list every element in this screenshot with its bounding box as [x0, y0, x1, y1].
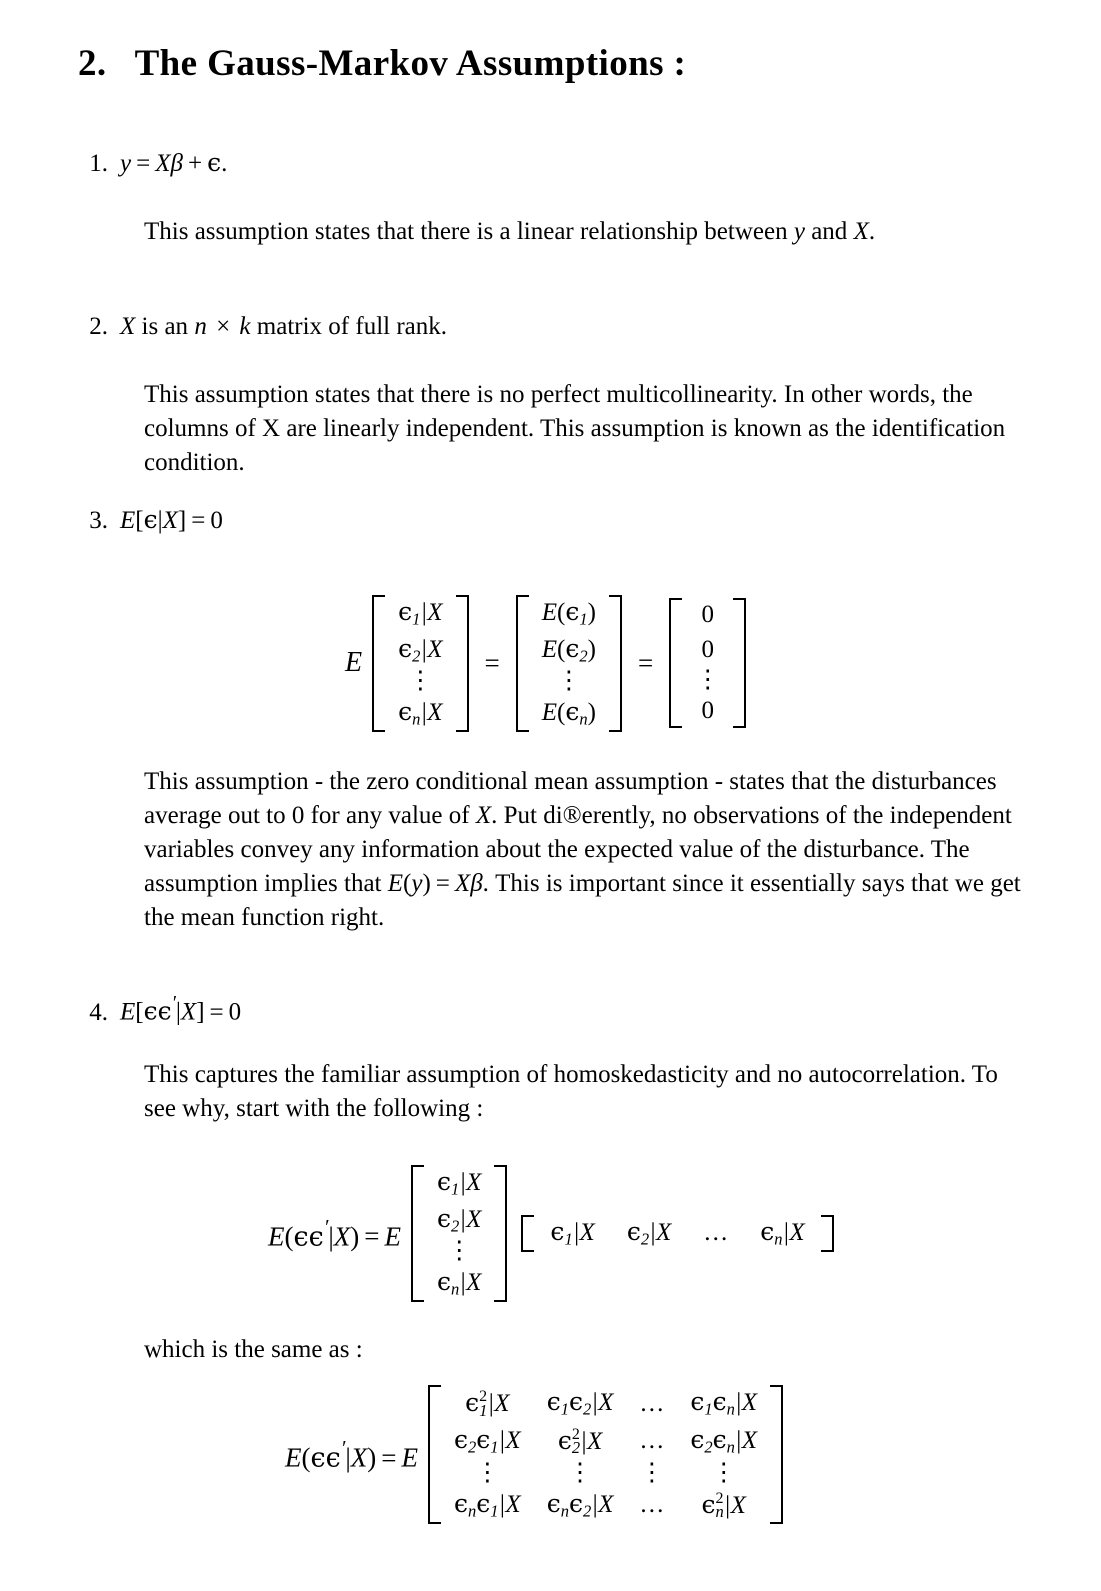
assumption-1-statement: [78, 148, 1038, 178]
matrix-cell-vdots: [385, 668, 455, 695]
expectation-operator: E: [345, 647, 363, 679]
matrix-cell: $E(\epsilon_n)$: [541, 696, 596, 729]
assumption-item-2: [78, 313, 1038, 341]
matrix-cell: 0: [701, 696, 714, 724]
assumption-1-formula: y = Xβ + ϵ.: [120, 148, 228, 177]
page-title-number: 2.: [78, 43, 107, 84]
matrix-cell: $\epsilon_2\epsilon_n|X$: [690, 1425, 758, 1457]
page-title: [78, 42, 686, 85]
bracket-left: [428, 1385, 441, 1524]
outer-product-lhs: E(ϵϵ′|X) = E: [268, 1214, 401, 1253]
assumption-3-paragraph: This assumption - the zero conditional mean assumption - states that the disturbances average out to 0 for any value of X. Put di®erently, no observations of the independent variables convey any information about the expected value of the disturbance. The assumption implies that E(y) = Xβ. This is important since it essentially says that we get the mean function right.: [144, 768, 1021, 931]
matrix-cell-ldots: [626, 1385, 677, 1423]
page-title-text: The Gauss-Markov Assumptions :: [134, 43, 687, 84]
covariance-matrix-grid: [428, 1385, 783, 1524]
bracket-left: [411, 1165, 424, 1302]
matrix-cell-vdots: [424, 1238, 494, 1265]
assumption-item-4: [78, 993, 1038, 1027]
matrix-row: [441, 1385, 770, 1423]
matrix-cell: $E(\epsilon_2)$: [541, 633, 596, 666]
bracket-right: [733, 598, 746, 728]
matrix-cell-vdots: [529, 668, 609, 695]
matrix-cell: 0: [701, 601, 714, 629]
matrix-cell: $E(\epsilon_1)$: [541, 597, 596, 629]
bracket-left: [669, 598, 682, 728]
epsilon-column-vector: [411, 1165, 507, 1302]
matrix-cell: $\epsilon_n\epsilon_2|X$: [546, 1489, 614, 1521]
bracket-left: [516, 595, 529, 732]
assumption-3-number: 3.: [89, 507, 108, 534]
matrix-cell: $\epsilon_2|X$: [626, 1216, 672, 1249]
matrix-cell: $\epsilon_1|X$: [437, 1167, 482, 1199]
matrix-cell-ldots: [687, 1215, 744, 1252]
assumption-4-followup: which is the same as :: [144, 1336, 363, 1363]
bracket-left: [372, 595, 385, 732]
assumption-2-statement: [78, 313, 1038, 341]
assumption-1-paragraph: This assumption states that there is a linear relationship between y and X.: [144, 218, 876, 245]
assumption-3-formula: E[ϵ|X] = 0: [120, 505, 223, 534]
covariance-matrix-lhs: E(ϵϵ′|X) = E: [285, 1435, 418, 1474]
equation-zero-conditional-mean: [345, 595, 746, 732]
assumption-item-1: [78, 148, 1038, 178]
matrix-cell: $\epsilon_2|X$: [437, 1203, 482, 1236]
assumption-1-number: 1.: [89, 150, 108, 177]
equals-sign-2: =: [637, 647, 654, 678]
matrix-cell: $\epsilon_n\epsilon_1|X$: [454, 1489, 521, 1521]
matrix-cell: $\epsilon_1|X$: [550, 1216, 595, 1249]
matrix-cell: $\epsilon_n|X$: [437, 1266, 482, 1299]
equals-sign-1: =: [484, 647, 500, 678]
assumption-4-statement: [78, 993, 1038, 1027]
matrix-cell: $\epsilon^2_n|X$: [701, 1489, 746, 1522]
bracket-right: [770, 1385, 783, 1524]
matrix-cell: $\epsilon_n|X$: [760, 1216, 805, 1249]
assumption-2-paragraph: This assumption states that there is no perfect multicollinearity. In other words, the columns of X are linearly independent. This assumption is known as the identification condition.: [144, 381, 1006, 476]
matrix-cell: $\epsilon_2|X$: [398, 633, 443, 666]
equation-outer-product: [268, 1165, 834, 1302]
matrix-cell: $\epsilon^2_2|X$: [557, 1425, 603, 1458]
equation-covariance-matrix: [285, 1385, 783, 1524]
matrix-cell: $\epsilon_1\epsilon_2|X$: [546, 1387, 614, 1420]
epsilon-conditional-column-vector: [372, 595, 468, 732]
matrix-cell-ldots: [626, 1423, 677, 1461]
epsilon-row-vector: [521, 1215, 833, 1252]
matrix-cell-vdots: [682, 667, 733, 694]
matrix-cell: 0: [701, 635, 714, 663]
matrix-cell-ldots: [626, 1487, 677, 1525]
matrix-cell-vdots: [677, 1460, 770, 1487]
matrix-row: [441, 1487, 770, 1525]
assumption-3-statement: [78, 505, 1038, 535]
matrix-cell: $\epsilon_2\epsilon_1|X$: [454, 1425, 521, 1457]
bracket-right: [821, 1215, 834, 1252]
matrix-cell: $\epsilon_1|X$: [398, 597, 443, 629]
assumption-item-3: [78, 505, 1038, 535]
expected-epsilon-column-vector: [516, 595, 622, 732]
matrix-cell-vdots: [626, 1460, 677, 1487]
matrix-cell: $\epsilon_n|X$: [398, 696, 443, 729]
matrix-cell-vdots: [534, 1460, 627, 1487]
bracket-left: [521, 1215, 534, 1252]
assumption-2-number: 2.: [89, 313, 108, 340]
matrix-cell: $\epsilon_1\epsilon_n|X$: [690, 1387, 758, 1420]
matrix-row: [441, 1460, 770, 1487]
assumption-2-formula: X is an n × k matrix of full rank.: [120, 313, 448, 340]
bracket-right: [494, 1165, 507, 1302]
zero-column-vector: [669, 598, 746, 728]
assumption-4-paragraph: This captures the familiar assumption of homoskedasticity and no autocorrelation. To see why, start with the following :: [144, 1061, 998, 1122]
assumption-4-formula: E[ϵϵ′|X] = 0: [120, 993, 242, 1026]
bracket-right: [609, 595, 622, 732]
matrix-cell-vdots: [441, 1460, 534, 1487]
matrix-row: [441, 1423, 770, 1461]
assumption-4-number: 4.: [89, 998, 108, 1026]
matrix-cell: $\epsilon^2_1|X$: [465, 1387, 510, 1420]
bracket-right: [456, 595, 469, 732]
